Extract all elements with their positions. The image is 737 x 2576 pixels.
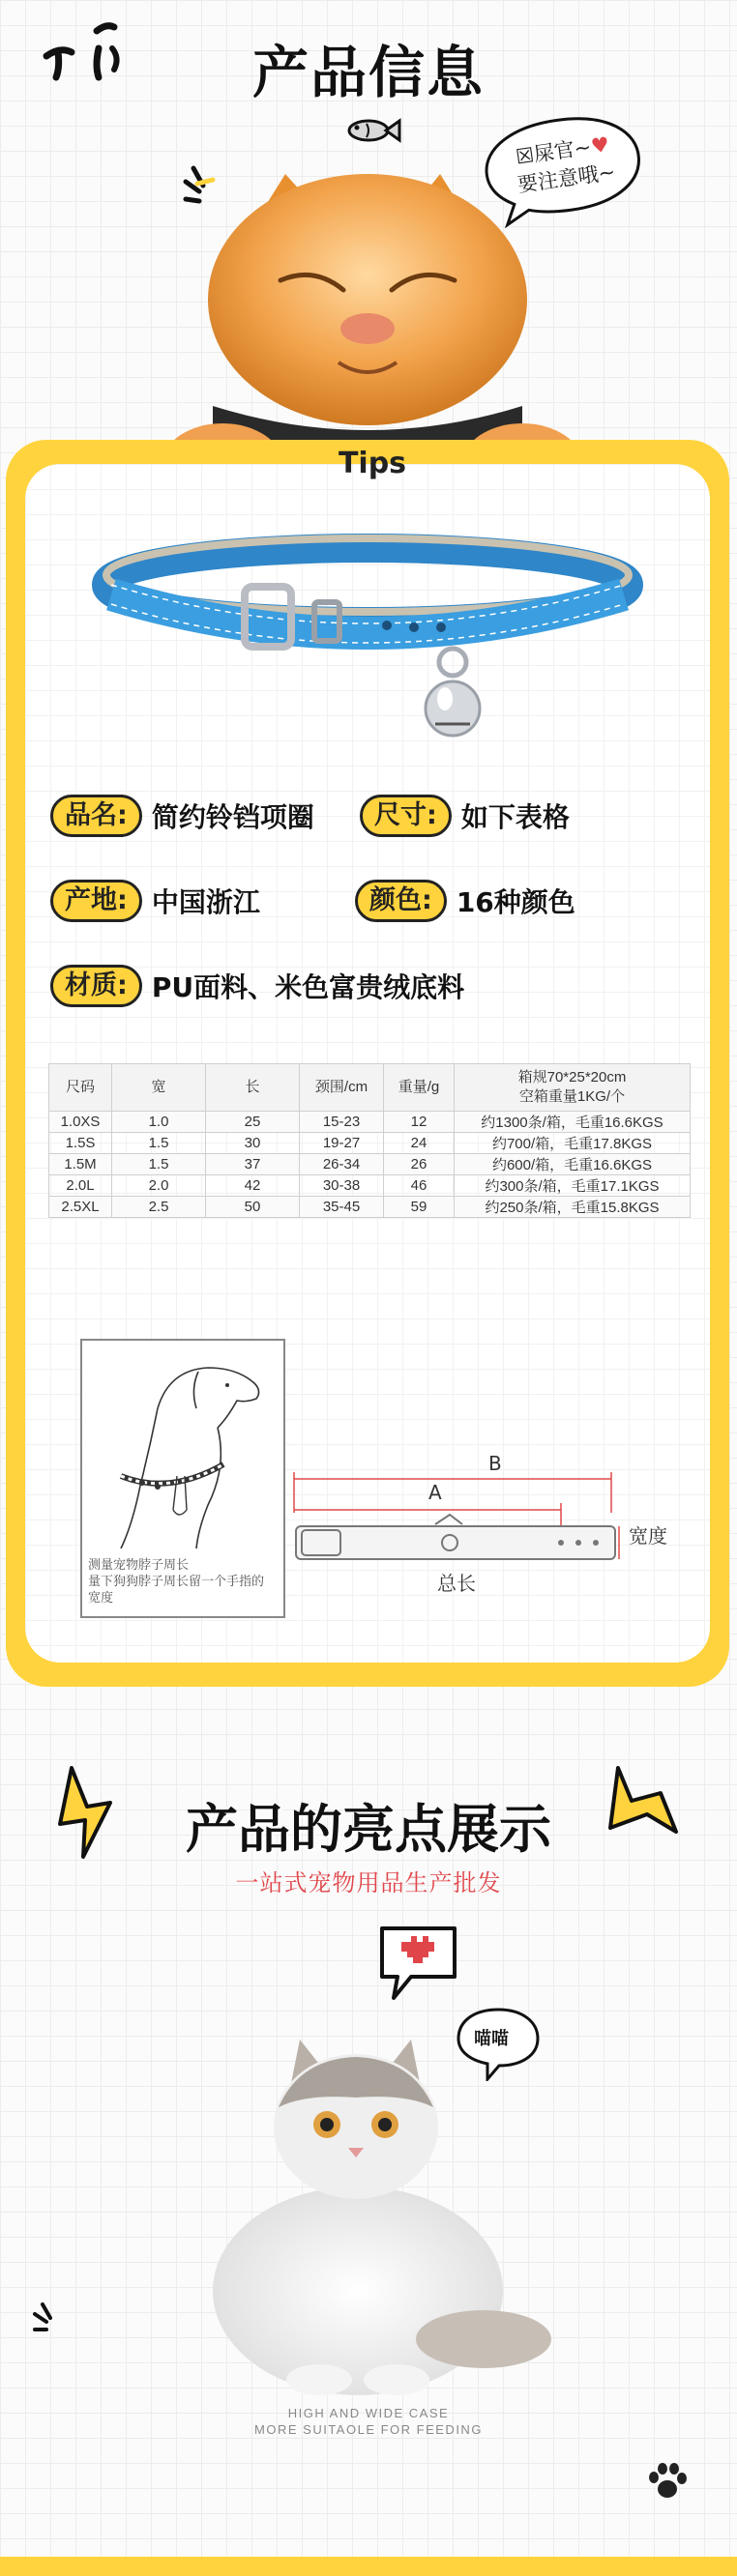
- table-cell: 约300条/箱，毛重17.1KGS: [455, 1175, 691, 1197]
- product-name-value: 简约铃铛项圈: [151, 801, 314, 833]
- table-cell: 1.5: [112, 1154, 206, 1175]
- table-cell: 1.5S: [49, 1133, 112, 1154]
- table-cell: 24: [384, 1133, 455, 1154]
- table-cell: 30-38: [300, 1175, 384, 1197]
- col-header-neck: 颈围/cm: [300, 1064, 384, 1112]
- table-cell: 2.5XL: [49, 1197, 112, 1218]
- table-cell: 1.0: [112, 1112, 206, 1133]
- table-row: [49, 1133, 691, 1154]
- table-cell: 25: [206, 1112, 300, 1133]
- spec-row-material: [50, 965, 464, 1007]
- bottom-yellow-strip: [0, 2557, 737, 2576]
- table-row: [49, 1112, 691, 1133]
- footer-caption-line2: MORE SUITAOLE FOR FEEDING: [254, 2422, 483, 2437]
- bubble-text-line2: 要注意哦~: [516, 159, 617, 197]
- table-cell: 19-27: [300, 1133, 384, 1154]
- dimension-label-a: A: [428, 1481, 442, 1504]
- spec-row-color: [355, 880, 575, 922]
- table-cell: 15-23: [300, 1112, 384, 1133]
- table-cell: 1.0XS: [49, 1112, 112, 1133]
- table-cell: 约600/箱，毛重16.6KGS: [455, 1154, 691, 1175]
- col-header-weight: 重量/g: [384, 1064, 455, 1112]
- size-label: 尺寸:: [360, 795, 452, 837]
- dimension-label-total: 总长: [437, 1572, 476, 1595]
- collar-dimension-diagram: [290, 1455, 677, 1600]
- table-cell: 42: [206, 1175, 300, 1197]
- table-cell: 59: [384, 1197, 455, 1218]
- origin-label: 产地:: [50, 880, 142, 922]
- footer-caption-line1: HIGH AND WIDE CASE: [287, 2406, 450, 2420]
- tips-label: Tips: [338, 447, 407, 480]
- blue-collar-image: [92, 527, 643, 768]
- dog-measure-diagram: [80, 1339, 285, 1618]
- meow-text: 喵喵: [474, 2029, 509, 2049]
- color-label: 颜色:: [355, 880, 447, 922]
- box-spec-line2: 空箱重量1KG/个: [518, 1088, 626, 1105]
- dog-sketch-image: [82, 1341, 283, 1553]
- material-label: 材质:: [50, 965, 142, 1007]
- size-table: [48, 1063, 691, 1218]
- table-cell: 26: [384, 1154, 455, 1175]
- origin-value: 中国浙江: [151, 886, 260, 918]
- fluffy-cat-image: [155, 2030, 561, 2397]
- table-row: [49, 1154, 691, 1175]
- table-cell: 12: [384, 1112, 455, 1133]
- dimension-label-b: B: [488, 1452, 502, 1475]
- bubble-text-line1: ☒屎官~: [514, 134, 593, 169]
- col-header-width: 宽: [112, 1064, 206, 1112]
- table-row: [49, 1197, 691, 1218]
- col-header-box: [455, 1064, 691, 1112]
- material-value: PU面料、米色富贵绒底料: [151, 971, 465, 1003]
- highlights-subtitle: 一站式宠物用品生产批发: [235, 1869, 502, 1896]
- table-cell: 2.0: [112, 1175, 206, 1197]
- color-value: 16种颜色: [456, 886, 575, 918]
- highlights-title: 产品的亮点展示: [186, 1799, 551, 1860]
- table-cell: 1.5: [112, 1133, 206, 1154]
- size-value: 如下表格: [460, 801, 570, 833]
- pixel-heart-bubble-icon: [372, 1919, 464, 2006]
- diagram-caption-line3: 宽度: [88, 1591, 114, 1606]
- table-cell: 46: [384, 1175, 455, 1197]
- diagram-caption-line1: 测量宠物脖子周长: [88, 1558, 190, 1573]
- spec-row-size: [360, 795, 570, 837]
- page-title: 产品信息: [251, 40, 485, 105]
- spec-row-origin: [50, 880, 260, 922]
- table-cell: 26-34: [300, 1154, 384, 1175]
- table-cell: 2.5: [112, 1197, 206, 1218]
- table-cell: 30: [206, 1133, 300, 1154]
- col-header-length: 长: [206, 1064, 300, 1112]
- diagram-caption-line2: 量下狗狗脖子周长留一个手指的: [88, 1575, 265, 1589]
- heart-icon: ♥: [589, 132, 611, 159]
- spec-row-name: [50, 795, 314, 837]
- box-spec-line1: 箱规70*25*20cm: [517, 1069, 627, 1085]
- table-cell: 约250条/箱，毛重15.8KGS: [455, 1197, 691, 1218]
- fish-icon: [343, 116, 401, 145]
- table-cell: 35-45: [300, 1197, 384, 1218]
- table-cell: 约700/箱，毛重17.8KGS: [455, 1133, 691, 1154]
- table-cell: 37: [206, 1154, 300, 1175]
- table-row: [49, 1175, 691, 1197]
- col-header-size: 尺码: [49, 1064, 112, 1112]
- burst-lines-small-icon: [29, 2301, 68, 2339]
- paw-print-icon: [644, 2460, 691, 2503]
- dimension-label-width: 宽度: [629, 1524, 667, 1548]
- table-cell: 50: [206, 1197, 300, 1218]
- table-cell: 约1300条/箱，毛重16.6KGS: [455, 1112, 691, 1133]
- table-cell: 2.0L: [49, 1175, 112, 1197]
- product-name-label: 品名:: [50, 795, 142, 837]
- table-header-row: [49, 1064, 691, 1112]
- table-cell: 1.5M: [49, 1154, 112, 1175]
